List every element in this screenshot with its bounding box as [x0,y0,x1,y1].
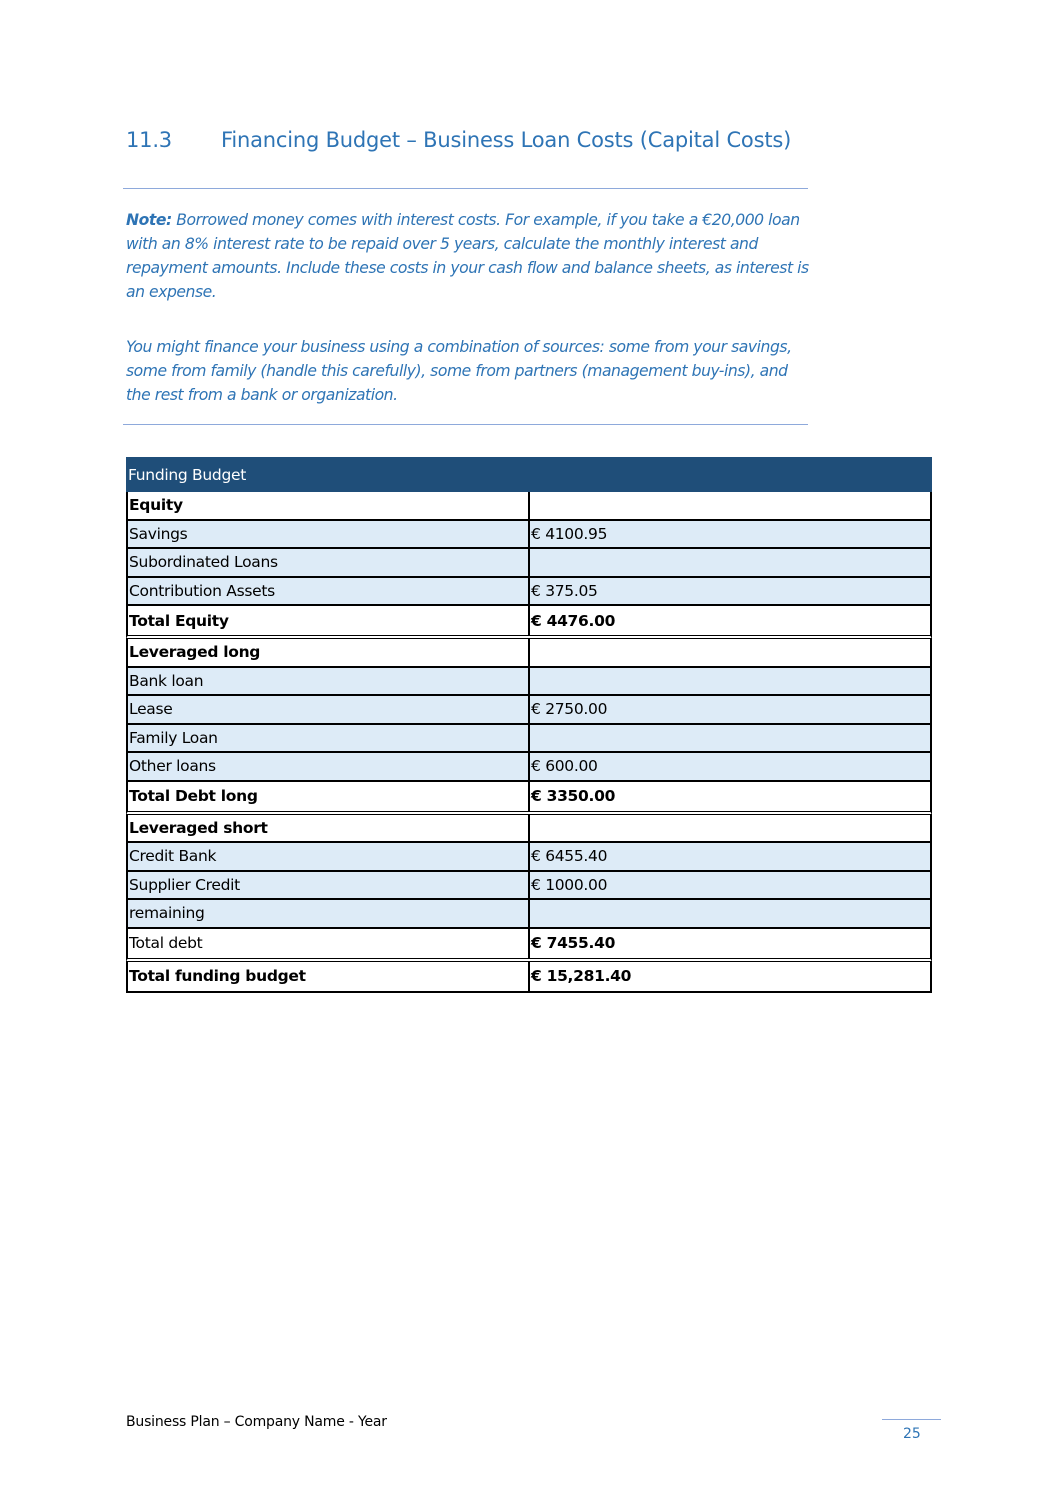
note-bottom-divider [123,424,808,425]
row-label: Total debt [128,929,530,958]
row-label: remaining [128,900,530,927]
row-value: € 600.00 [531,757,598,776]
footer-document-title: Business Plan – Company Name - Year [126,1414,387,1430]
table-row-leveraged-short [126,815,932,844]
table-row-lease [126,696,932,725]
row-value: € 4100.95 [531,524,608,543]
row-value: € 375.05 [531,581,598,600]
row-label: Total Debt long [128,782,530,811]
financing-sources-text: You might finance your business using a combination of sources: some from your savings, some from family (handle this carefully), some from partners (management buy-ins), and the rest from a bank or organization. [126,338,792,404]
table-row-credit-bank [126,843,932,872]
table-row-total-debt-long [126,782,932,815]
table-row-subordinated-loans [126,549,932,578]
section-title: Financing Budget – Business Loan Costs (Capital Costs) [221,128,792,152]
row-label: Equity [128,492,530,519]
row-value: € 1000.00 [531,875,608,894]
table-row-other-loans [126,753,932,782]
table-row-total-equity [126,606,932,639]
section-heading [126,128,791,152]
row-label: Total Equity [128,606,530,635]
row-value: € 15,281.40 [531,967,632,985]
row-label: Credit Bank [128,843,530,870]
note-top-divider [123,188,808,189]
row-value: € 3350.00 [531,787,616,805]
row-label: Lease [128,696,530,723]
row-value [530,725,930,752]
note-label: Note: [126,211,172,229]
table-row-savings [126,521,932,550]
row-value: € 2750.00 [531,700,608,719]
page-number: 25 [903,1426,921,1442]
note-paragraph [126,208,816,304]
funding-budget-table [126,457,932,993]
table-row-total-debt [126,929,932,962]
row-value: € 6455.40 [531,847,608,866]
row-value [530,549,930,576]
table-row-contribution-assets [126,578,932,607]
row-label: Supplier Credit [128,872,530,899]
table-row-total-funding-budget [126,962,932,993]
table-row-remaining [126,900,932,929]
row-label: Other loans [128,753,530,780]
table-header-label: Funding Budget [128,465,246,484]
row-label: Leveraged long [128,639,530,666]
table-row-leveraged-long [126,639,932,668]
row-value [530,900,930,927]
row-label: Total funding budget [128,962,530,991]
table-row-equity [126,492,932,521]
financing-sources-paragraph [126,335,816,407]
table-row-supplier-credit [126,872,932,901]
row-value [530,668,930,695]
row-label: Family Loan [128,725,530,752]
row-label: Savings [128,521,530,548]
row-label: Contribution Assets [128,578,530,605]
row-value: € 4476.00 [531,611,616,630]
table-header [126,457,932,492]
table-row-bank-loan [126,668,932,697]
row-value [530,815,930,842]
row-value [530,492,930,519]
note-text: Borrowed money comes with interest costs. For example, if you take a €20,000 loan with an 8% interest rate to be repaid over 5 years, calculate the monthly interest and repayment amounts. Include these costs in your cash flow and balance sheets, as interest is an expense. [126,211,809,301]
section-number: 11.3 [126,128,172,152]
row-value: € 7455.40 [531,934,616,952]
row-value [530,639,930,666]
row-label: Bank loan [128,668,530,695]
row-label: Subordinated Loans [128,549,530,576]
row-label: Leveraged short [128,815,530,842]
table-row-family-loan [126,725,932,754]
footer-divider [882,1419,941,1420]
